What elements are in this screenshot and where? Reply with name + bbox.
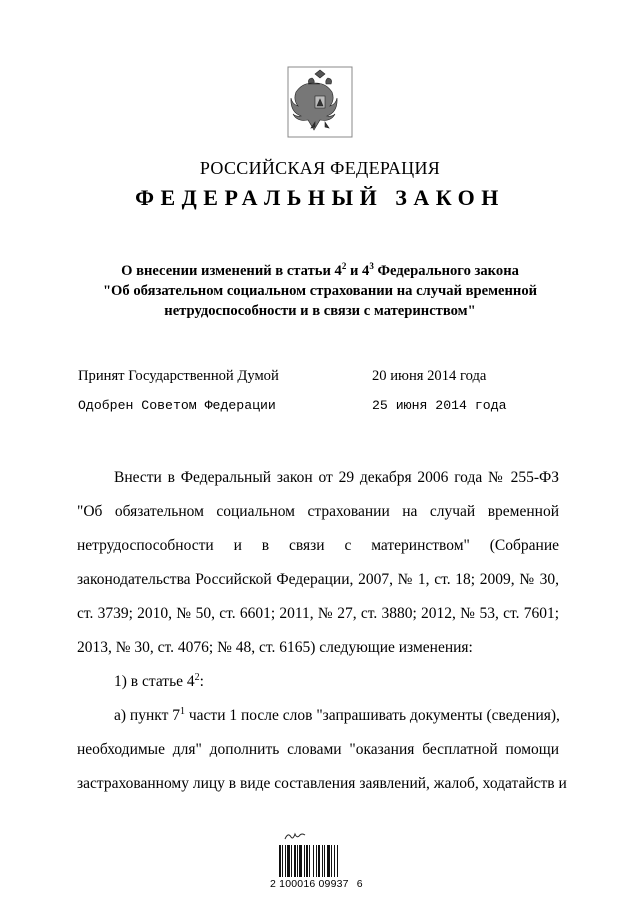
- body-superscript: 2: [194, 671, 200, 683]
- body-line: Внести в Федеральный закон от 29 декабря 2006 года № 255-ФЗ: [114, 469, 559, 486]
- body-line: нетрудоспособности и в связи с материнством" (Собрание: [77, 537, 559, 554]
- body-text: :: [199, 673, 204, 690]
- duma-adoption-label: Принят Государственной Думой: [78, 368, 279, 384]
- barcode-number: [270, 878, 363, 890]
- body-line: ст. 3739; 2010, № 50, ст. 6601; 2011, № 27, ст. 3880; 2012, № 53, ст. 7601;: [77, 605, 559, 622]
- body-line: необходимые для" дополнить словами "оказания бесплатной помощи: [77, 741, 559, 758]
- body-text: 1) в статье 4: [114, 673, 195, 690]
- law-body: [77, 461, 567, 801]
- body-line: [77, 665, 559, 699]
- body-line: [77, 699, 559, 733]
- body-superscript: 1: [179, 705, 185, 717]
- law-title: [60, 261, 580, 321]
- body-text: а) пункт 7: [114, 707, 180, 724]
- law-title-line-3: нетрудоспособности и в связи с материнством": [164, 303, 476, 319]
- signature-mark: [284, 830, 306, 842]
- body-line: застрахованному лицу в виде составления заявлений, жалоб, ходатайств и: [77, 775, 567, 792]
- title-text: и 4: [346, 263, 370, 279]
- title-text: Федерального закона: [373, 263, 519, 279]
- barcode-digits: 2 100016 09937: [270, 878, 349, 890]
- body-text: части 1 после слов "запрашивать документы (сведения),: [184, 707, 560, 724]
- law-title-line-2: "Об обязательном социальном страховании на случай временной: [102, 283, 538, 299]
- council-approval-date: 25 июня 2014 года: [372, 398, 507, 413]
- body-line: 2013, № 30, ст. 4076; № 48, ст. 6165) следующие изменения:: [77, 639, 473, 656]
- title-text: О внесении изменений в статьи 4: [121, 263, 342, 279]
- body-line: законодательства Российской Федерации, 2007, № 1, ст. 18; 2009, № 30,: [77, 571, 559, 588]
- title-superscript: 3: [369, 261, 374, 272]
- barcode: [279, 845, 357, 877]
- coat-of-arms-emblem: [287, 66, 353, 138]
- council-approval-label: Одобрен Советом Федерации: [78, 398, 276, 413]
- body-line: "Об обязательном социальном страховании на случай временной: [77, 503, 559, 520]
- law-title-line-1: [60, 261, 580, 281]
- duma-adoption-date: 20 июня 2014 года: [372, 368, 487, 384]
- title-superscript: 2: [341, 261, 347, 272]
- country-name: РОССИЙСКАЯ ФЕДЕРАЦИЯ: [199, 158, 441, 178]
- law-type: ФЕДЕРАЛЬНЫЙ ЗАКОН: [135, 185, 505, 210]
- barcode-check-digit: 6: [356, 878, 363, 890]
